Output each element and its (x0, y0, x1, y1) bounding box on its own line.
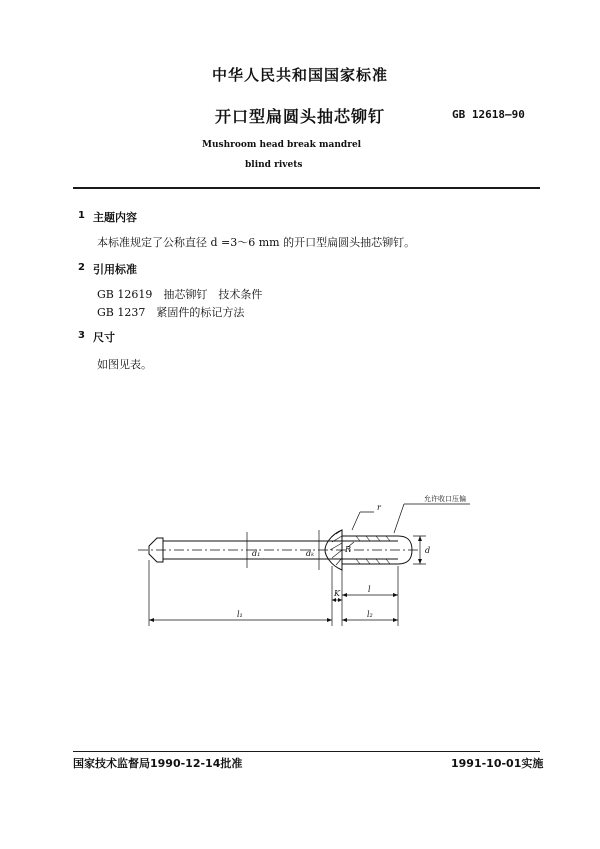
effective-date: 1991-10-01实施 (451, 757, 544, 770)
section-2-title: 引用标准 (93, 263, 137, 276)
label-l2: l₂ (367, 610, 373, 619)
section-1-title: 主题内容 (93, 211, 137, 224)
r-leader (352, 512, 374, 530)
label-l1: l₁ (237, 610, 243, 619)
label-dk: dₖ (306, 549, 315, 558)
label-R: R (345, 545, 352, 554)
footer-divider (73, 751, 540, 752)
standard-number: GB 12618—90 (452, 108, 525, 121)
extension-lines (149, 560, 398, 626)
reference-gb12619: GB 12619 抽芯铆钉 技术条件 (97, 288, 263, 301)
section-2-number: 2 (78, 262, 85, 273)
label-d: d (425, 546, 431, 555)
label-l: l (368, 585, 371, 594)
note-leader (394, 504, 470, 533)
section-1-number: 1 (78, 210, 85, 221)
callout-note: 允许收口压偏 (424, 495, 466, 503)
label-d1: d₁ (252, 549, 261, 558)
english-title-line-2: blind rivets (245, 160, 303, 170)
section-3-text: 如图见表。 (97, 358, 152, 371)
issuing-organization: 中华人民共和国国家标准 (211, 66, 388, 84)
section-1-text: 本标准规定了公称直径 d =3～6 mm 的开口型扁圆头抽芯铆钉。 (97, 236, 416, 249)
standard-title: 开口型扁圆头抽芯铆钉 (214, 107, 385, 126)
english-title-line-1: Mushroom head break mandrel (202, 140, 362, 150)
section-3-number: 3 (78, 330, 85, 341)
section-3-title: 尺寸 (93, 331, 115, 344)
approval-line: 国家技术监督局1990-12-14批准 (73, 757, 243, 770)
rivet-head-hatching (330, 530, 342, 565)
reference-gb1237: GB 1237 紧固件的标记方法 (97, 306, 245, 319)
label-r: r (377, 503, 381, 512)
label-k: K (334, 589, 340, 598)
